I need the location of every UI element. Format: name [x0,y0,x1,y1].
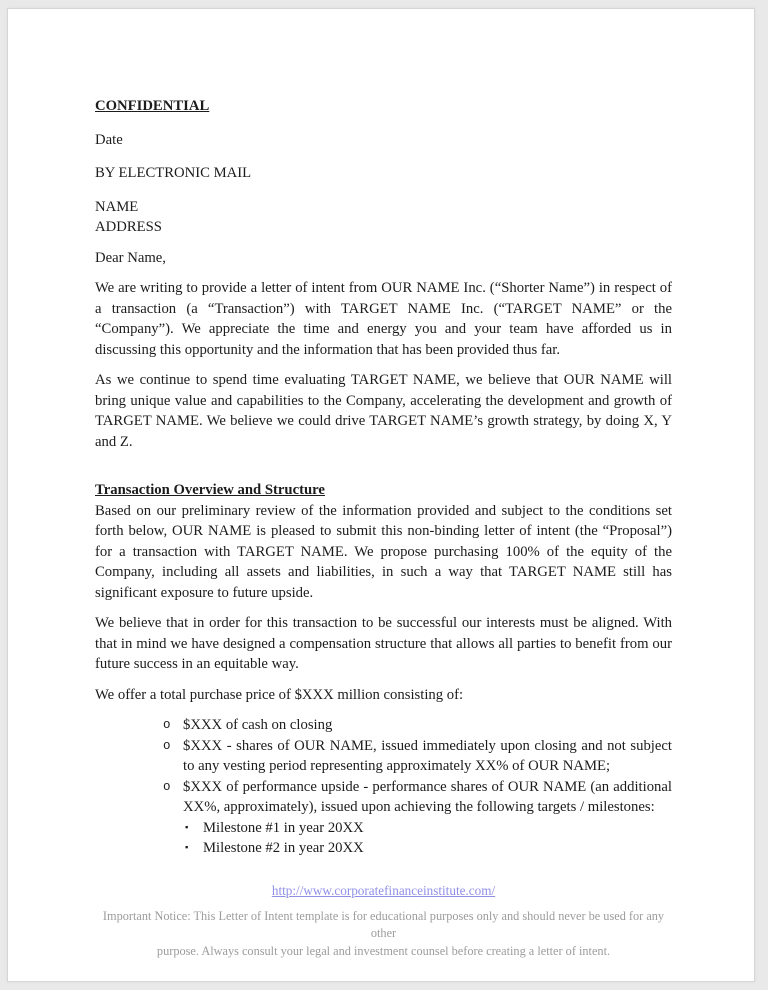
square-bullet-icon: ▪ [185,843,189,853]
milestone-sub-list [163,818,672,859]
footer-notice-line: purpose. Always consult your legal and investment counsel before creating a letter of intent. [156,943,611,958]
salutation: Dear Name, [95,249,166,266]
paragraph-proposal: Based on our preliminary review of the information provided and subject to the conditions set forth below, OUR NAME is pleased to submit this non-binding letter of intent (the “Proposal”) for a transaction with TARGET NAME. We propose purchasing 100% of the equity of the Company, including all assets and liabilities, in such a way that TARGET NAME still has significant exposure to future upside. [95,502,672,601]
delivery-method-line: BY ELECTRONIC MAIL [95,165,252,181]
footer-link[interactable]: http://www.corporatefinanceinstitute.com/ [271,882,496,898]
circle-bullet-icon: o [163,779,171,794]
paragraph-alignment: We believe that in order for this transaction to be successful our interests must be aligned. With that in mind we have designed a compensation structure that allows all parties to benefit from our future success in an equitable way. [95,615,672,672]
sub-bullet-item [185,838,672,859]
sub-bullet-text: Milestone #1 in year 20XX [203,819,364,836]
bullet-text: $XXX of performance upside - performance shares of OUR NAME (an additional XX%, approximately), issued upon achieving the following targets / milestones: [183,778,672,815]
paragraph-intro: We are writing to provide a letter of intent from OUR NAME Inc. (“Shorter Name”) in respect of a transaction (a “Transaction”) with TARGET NAME Inc. (“TARGET NAME” or the “Company”). We appreciate the time and energy you and your team have afforded us in discussing this opportunity and the information that has been provided thus far. [95,280,672,358]
sub-bullet-text: Milestone #2 in year 20XX [203,840,364,856]
confidential-heading: CONFIDENTIAL [95,98,210,114]
paragraph-offer-intro: We offer a total purchase price of $XXX million consisting of: [95,686,464,703]
bullet-text: $XXX - shares of OUR NAME, issued immediately upon closing and not subject to any vesting period representing approximately XX% of OUR NAME; [183,737,672,774]
recipient-name: NAME [95,198,139,215]
circle-bullet-icon: o [163,718,171,732]
footer-notice [95,908,672,961]
paragraph-evaluation: As we continue to spend time evaluating TARGET NAME, we believe that OUR NAME will bring unique value and capabilities to the Company, accelerating the development and growth of TARGET NAME. We believe we could drive TARGET NAME’s growth strategy, by doing X, Y and Z. [95,372,672,450]
circle-bullet-icon: o [163,738,171,753]
section-heading: Transaction Overview and Structure [95,482,325,498]
sub-bullet-item [185,818,672,839]
recipient-block [95,197,672,238]
document-page [7,8,755,982]
bullet-text: $XXX of cash on closing [183,717,333,733]
bullet-item [163,715,672,736]
date-line: Date [95,131,123,148]
recipient-address: ADDRESS [95,219,162,235]
square-bullet-icon: ▪ [185,822,189,833]
footer-notice-line: Important Notice: This Letter of Intent template is for educational purposes only and should never be used for any other [102,908,665,940]
offer-bullet-list [95,715,672,859]
bullet-item [163,777,672,859]
page-footer [95,881,672,961]
bullet-item [163,736,672,777]
